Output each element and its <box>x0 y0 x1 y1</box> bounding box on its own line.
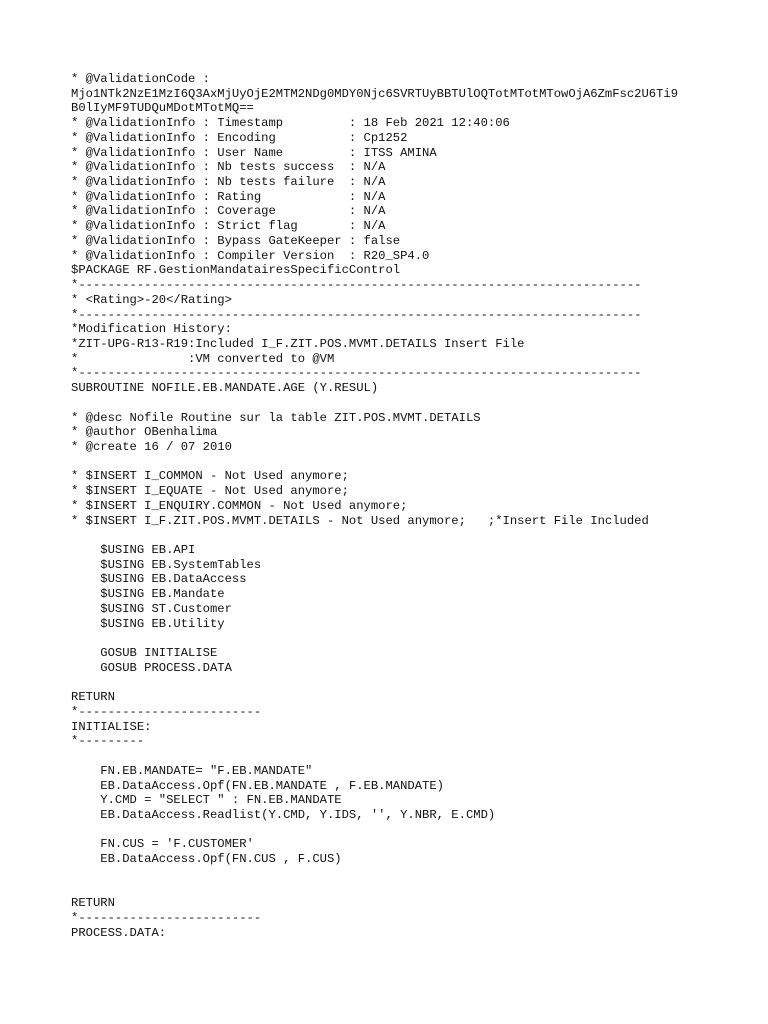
code-line: EB.DataAccess.Opf(FN.EB.MANDATE , F.EB.MANDATE) <box>71 778 444 793</box>
code-line: * $INSERT I_F.ZIT.POS.MVMT.DETAILS - Not Used anymore; ;*Insert File Included <box>71 513 649 528</box>
code-line: EB.DataAccess.Opf(FN.CUS , F.CUS) <box>71 852 342 867</box>
code-line <box>71 749 678 764</box>
code-line <box>71 867 678 882</box>
code-line: * @ValidationInfo : Nb tests failure : N/A <box>71 175 386 190</box>
code-line: * @ValidationInfo : User Name : ITSS AMINA <box>71 145 437 160</box>
code-line: * @ValidationInfo : Rating : N/A <box>71 189 386 204</box>
code-line: * @ValidationCode : <box>71 72 210 86</box>
code-line: * @ValidationInfo : Nb tests success : N/A <box>71 160 386 175</box>
code-listing <box>71 72 678 940</box>
code-line: *--------- <box>71 734 145 749</box>
code-line: *----------------------------------------------------------------------------- <box>71 278 642 293</box>
code-line: $USING EB.DataAccess <box>71 572 247 587</box>
code-line <box>71 882 678 897</box>
code-line: *------------------------- <box>71 910 262 925</box>
code-line: * @ValidationInfo : Coverage : N/A <box>71 204 386 219</box>
code-line <box>71 823 678 838</box>
code-line: * @ValidationInfo : Bypass GateKeeper : false <box>71 233 401 248</box>
code-line: B0lIyMF9TUDQuMDotMTotMQ== <box>71 101 254 116</box>
code-line: *Modification History: <box>71 322 232 337</box>
code-line <box>71 631 678 646</box>
code-line: * @ValidationInfo : Compiler Version : R20_SP4.0 <box>71 248 430 263</box>
code-line: * $INSERT I_COMMON - Not Used anymore; <box>71 469 349 484</box>
code-line <box>71 455 678 470</box>
code-line: *------------------------- <box>71 704 262 719</box>
code-line: INITIALISE: <box>71 719 152 734</box>
code-line: EB.DataAccess.Readlist(Y.CMD, Y.IDS, '', Y.NBR, E.CMD) <box>71 807 496 822</box>
code-line: * <Rating>-20</Rating> <box>71 292 232 307</box>
code-line: * @ValidationInfo : Timestamp : 18 Feb 2021 12:40:06 <box>71 116 510 131</box>
code-line: *----------------------------------------------------------------------------- <box>71 307 642 322</box>
code-line: PROCESS.DATA: <box>71 925 167 940</box>
code-line: Mjo1NTk2NzE1MzI6Q3AxMjUyOjE2MTM2NDg0MDY0Njc6SVRTUyBBTUlOQTotMTotMTowOjA6ZmFsc2U6Ti9 <box>71 86 679 101</box>
code-line: *ZIT-UPG-R13-R19:Included I_F.ZIT.POS.MVMT.DETAILS Insert File <box>71 336 525 351</box>
code-line: $USING ST.Customer <box>71 601 232 616</box>
code-line: * $INSERT I_EQUATE - Not Used anymore; <box>71 484 349 499</box>
code-line: * @desc Nofile Routine sur la table ZIT.POS.MVMT.DETAILS <box>71 410 481 425</box>
code-line: Y.CMD = "SELECT " : FN.EB.MANDATE <box>71 793 342 808</box>
code-line: $USING EB.SystemTables <box>71 557 262 572</box>
code-line: FN.CUS = 'F.CUSTOMER' <box>71 837 254 852</box>
code-line: * $INSERT I_ENQUIRY.COMMON - Not Used anymore; <box>71 498 408 513</box>
code-line: $PACKAGE RF.GestionMandatairesSpecificControl <box>71 263 401 278</box>
code-line <box>71 396 678 411</box>
code-line: SUBROUTINE NOFILE.EB.MANDATE.AGE (Y.RESUL) <box>71 381 379 396</box>
code-line: GOSUB INITIALISE <box>71 646 218 661</box>
code-line <box>71 528 678 543</box>
code-line: RETURN <box>71 896 115 911</box>
code-line: *----------------------------------------------------------------------------- <box>71 366 642 381</box>
code-line: * @ValidationInfo : Encoding : Cp1252 <box>71 130 408 145</box>
code-line: $USING EB.API <box>71 543 196 557</box>
code-line: RETURN <box>71 690 115 705</box>
code-line: $USING EB.Mandate <box>71 587 225 602</box>
code-line: FN.EB.MANDATE= "F.EB.MANDATE" <box>71 763 313 778</box>
code-line: $USING EB.Utility <box>71 616 225 631</box>
code-line: * @ValidationInfo : Strict flag : N/A <box>71 219 386 234</box>
code-line: * :VM converted to @VM <box>71 351 335 366</box>
code-line: * @create 16 / 07 2010 <box>71 439 232 454</box>
code-line: GOSUB PROCESS.DATA <box>71 660 232 675</box>
code-line <box>71 675 678 690</box>
code-line: * @author OBenhalima <box>71 425 218 440</box>
